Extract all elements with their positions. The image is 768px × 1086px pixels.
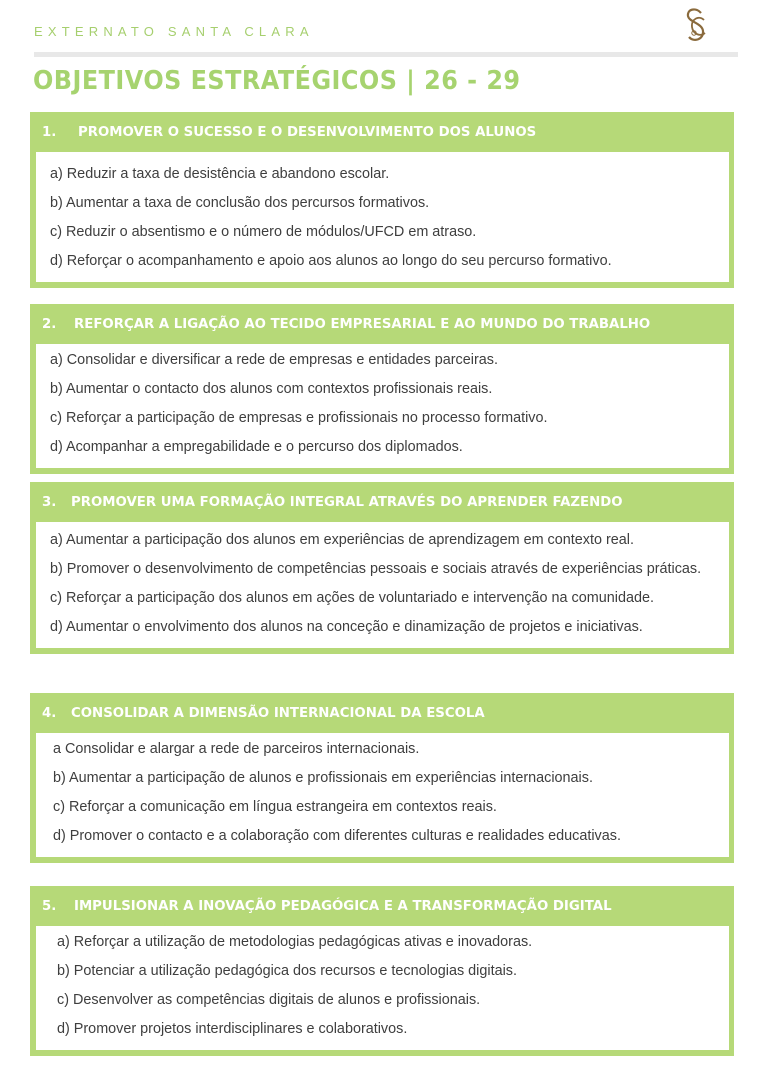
objective-item: a Consolidar e alargar a rede de parceiros internacionais. bbox=[53, 741, 420, 757]
objective-item: d) Promover o contacto e a colaboração com diferentes culturas e realidades educativas. bbox=[53, 828, 621, 844]
section-1 bbox=[30, 112, 734, 288]
section-number: 4. bbox=[42, 705, 57, 721]
objective-item: d) Aumentar o envolvimento dos alunos na conceção e dinamização de projetos e iniciativas. bbox=[50, 619, 643, 635]
header-divider bbox=[34, 52, 738, 57]
section-2 bbox=[30, 304, 734, 474]
section-heading bbox=[36, 693, 729, 733]
section-title: CONSOLIDAR A DIMENSÃO INTERNACIONAL DA ESCOLA bbox=[71, 705, 485, 721]
section-4 bbox=[30, 693, 734, 863]
objective-item: a) Aumentar a participação dos alunos em experiências de aprendizagem em contexto real. bbox=[50, 532, 634, 548]
objective-item: b) Aumentar o contacto dos alunos com contextos profissionais reais. bbox=[50, 381, 493, 397]
objective-item: b) Aumentar a taxa de conclusão dos percursos formativos. bbox=[50, 195, 430, 211]
section-heading bbox=[36, 112, 729, 152]
section-body bbox=[36, 733, 729, 857]
objective-item: c) Reforçar a comunicação em língua estrangeira em contextos reais. bbox=[53, 799, 497, 815]
section-body bbox=[36, 344, 729, 468]
objective-item: d) Promover projetos interdisciplinares e colaborativos. bbox=[57, 1021, 408, 1037]
objective-item: d) Acompanhar a empregabilidade e o percurso dos diplomados. bbox=[50, 439, 463, 455]
section-body bbox=[36, 926, 729, 1050]
school-name: EXTERNATO SANTA CLARA bbox=[34, 24, 314, 39]
section-heading bbox=[36, 304, 729, 344]
section-body bbox=[36, 522, 729, 648]
sc-monogram-logo-icon bbox=[682, 6, 710, 46]
objective-item: d) Reforçar o acompanhamento e apoio aos alunos ao longo do seu percurso formativo. bbox=[50, 253, 612, 269]
objective-item: a) Reduzir a taxa de desistência e abandono escolar. bbox=[50, 166, 390, 182]
objective-item: a) Reforçar a utilização de metodologias pedagógicas ativas e inovadoras. bbox=[57, 934, 533, 950]
section-number: 1. bbox=[42, 124, 57, 140]
objective-item: a) Consolidar e diversificar a rede de empresas e entidades parceiras. bbox=[50, 352, 498, 368]
section-title: REFORÇAR A LIGAÇÃO AO TECIDO EMPRESARIAL E AO MUNDO DO TRABALHO bbox=[74, 316, 651, 332]
section-number: 3. bbox=[42, 494, 57, 510]
page-title: OBJETIVOS ESTRATÉGICOS | 26 - 29 bbox=[33, 66, 521, 96]
section-title: IMPULSIONAR A INOVAÇÃO PEDAGÓGICA E A TRANSFORMAÇÃO DIGITAL bbox=[74, 898, 612, 914]
objective-item: c) Desenvolver as competências digitais de alunos e profissionais. bbox=[57, 992, 481, 1008]
section-heading bbox=[36, 886, 729, 926]
section-title: PROMOVER O SUCESSO E O DESENVOLVIMENTO DOS ALUNOS bbox=[78, 124, 537, 140]
objective-item: b) Promover o desenvolvimento de competências pessoais e sociais através de experiências práticas. bbox=[50, 561, 702, 577]
section-3 bbox=[30, 482, 734, 654]
section-title: PROMOVER UMA FORMAÇÃO INTEGRAL ATRAVÉS DO APRENDER FAZENDO bbox=[71, 494, 623, 510]
objective-item: b) Potenciar a utilização pedagógica dos recursos e tecnologias digitais. bbox=[57, 963, 517, 979]
section-number: 5. bbox=[42, 898, 57, 914]
page-header bbox=[0, 0, 768, 56]
section-heading bbox=[36, 482, 729, 522]
objective-item: c) Reforçar a participação dos alunos em ações de voluntariado e intervenção na comunidade. bbox=[50, 590, 654, 606]
section-body bbox=[36, 152, 729, 282]
section-number: 2. bbox=[42, 316, 57, 332]
section-5 bbox=[30, 886, 734, 1056]
objective-item: c) Reduzir o absentismo e o número de módulos/UFCD em atraso. bbox=[50, 224, 477, 240]
objective-item: c) Reforçar a participação de empresas e profissionais no processo formativo. bbox=[50, 410, 548, 426]
objective-item: b) Aumentar a participação de alunos e profissionais em experiências internacionais. bbox=[53, 770, 593, 786]
